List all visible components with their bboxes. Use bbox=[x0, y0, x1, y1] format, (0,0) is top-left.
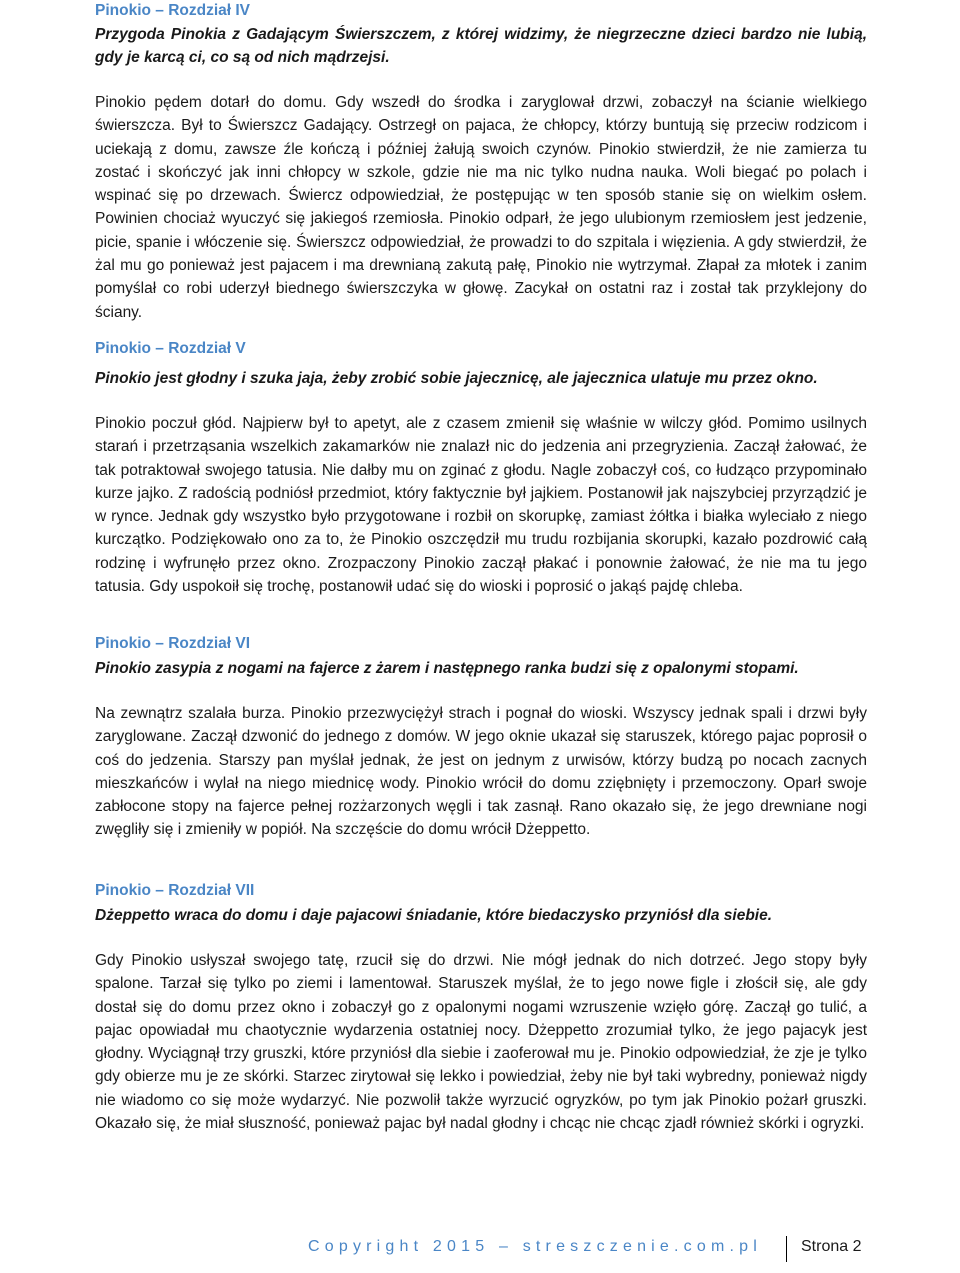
chapter-heading: Pinokio – Rozdział VI bbox=[95, 635, 251, 652]
chapter-subtitle: Dżeppetto wraca do domu i daje pajacowi śniadanie, które biedaczysko przyniósł dla siebie. bbox=[95, 907, 773, 924]
footer-copyright: Copyright 2015 – streszczenie.com.pl bbox=[308, 1238, 762, 1255]
chapter-body: Pinokio pędem dotarł do domu. Gdy wszedł do środka i zaryglował drzwi, zobaczył na ścianie wielkiego świerszcza. Był to Świerszcz Gadający. Ostrzegł on pajaca, że chłopcy, którzy buntują się przeciw rodzicom i uciekają z domu, zawsze źle kończą i później żałują swoich czynów. Pinokio stwierdził, że nie zamierza tu zostać i skończyć jak inni chłopcy w szkole, gdzie nie ma nic tylko nudna nauka. Woli biegać po polach i wspinać się po drzewach. Świercz odpowiedział, że postępując w ten sposób stanie się on wielkim osłem. Powinien chociaż wyuczyć się jakiegoś rzemiosła. Pinokio odparł, że jego ulubionym rzemiosłem jest jedzenie, picie, spanie i włóczenie się. Świerszcz odpowiedział, że prowadzi to do szpitala i więzienia. A gdy stwierdził, że żal mu go ponieważ jest pajacem i ma drewnianą zakutą pałę, Pinokio nie wytrzymał. Złapał za młotek i zanim pomyślał co robi uderzył biednego świerszczyka w głowę. Zacykał on ostatni raz i został tak przyklejony do ściany. bbox=[95, 94, 867, 321]
chapter-vii bbox=[95, 880, 867, 1135]
chapter-v bbox=[95, 338, 867, 598]
chapter-body: Na zewnątrz szalała burza. Pinokio przezwyciężył strach i pognał do wioski. Wszyscy jednak spali i drzwi były zaryglowane. Zaczął dzwonić do jednego z domów. W jego oknie ukazał się staruszek, którego pajac poprosił o coś do jedzenia. Starszy pan myślał jednak, że jest on jednym z urwisów, którzy budzą po nocach zacnych mieszkańców i wylał na niego miednicę wody. Pinokio wrócił do domu zziębnięty i przemoczony. Oparł swoje zabłocone stopy na fajerce pełnej rozżarzonych węgli i tak zasnął. Rano okazało się, że jego drewniane nogi zwęgliły się i zmieniły w popiół. Na szczęście do domu wrócił Dżeppetto. bbox=[95, 705, 867, 839]
chapter-heading: Pinokio – Rozdział V bbox=[95, 340, 246, 357]
footer-divider bbox=[786, 1236, 787, 1262]
chapter-subtitle: Pinokio jest głodny i szuka jaja, żeby zrobić sobie jajecznicę, ale jajecznica ulatuje mu przez okno. bbox=[95, 370, 818, 387]
chapter-body: Pinokio poczuł głód. Najpierw był to apetyt, ale z czasem zmienił się właśnie w wilczy głód. Pomimo usilnych starań i przetrząsania wszelkich zakamarków nie znalazł nic do jedzenia ani przegryzienia. Zaczął żałować, że tak potraktował swojego tatusia. Nie dałby mu on zginać z głodu. Nagle zobaczył coś, co łudząco przypominało kurze jajko. Z radością podniósł przedmiot, który faktycznie był jajkiem. Postanowił jak najszybciej przyrządzić je w rynce. Jednak gdy wszystko było przygotowane i rozbił on skorupkę, zamiast żółtka i białka wyleciało z niego kurczątko. Podziękowało ono za to, że Pinokio oszczędził mu trudu rozbijania skorupki, kazało pozdrowić całą rodzinę i wyfrunęło przez okno. Zrozpaczony Pinokio zaczął płakać i ponownie żałować, że nie ma tu jego tatusia. Gdy uspokoił się trochę, postanowił udać się do wioski i poprosić o jakąś pajdę chleba. bbox=[95, 415, 867, 596]
chapter-subtitle: Przygoda Pinokia z Gadającym Świerszczem, z której widzimy, że niegrzeczne dzieci bardzo nie lubią, gdy je karcą ci, co są od nich mądrzejsi. bbox=[95, 26, 867, 66]
chapter-iv bbox=[95, 0, 867, 324]
chapter-body: Gdy Pinokio usłyszał swojego tatę, rzucił się do drzwi. Nie mógł jednak do nich dotrzeć. Jego stopy były spalone. Tarzał się tylko po ziemi i lamentował. Staruszek myślał, że to jego nowe figle i złościł się, ale gdy dostał się do domu przez okno i zobaczył go z opalonymi nogami wzruszenie wzięło górę. Zaczął go tulić, a pajac opowiadał mu chaotycznie wydarzenia ostatniej nocy. Dżeppetto zrozumiał tylko, że jego pajacyk jest głodny. Wyciągnął trzy gruszki, które przyniósł dla siebie i zaoferował mu je. Pinokio odpowiedział, że zje je tylko gdy obierze mu je ze skórki. Starzec zirytował się lekko i powiedział, żeby nie był taki wybredny, ponieważ nigdy nie wiadomo co się może wydarzyć. Nie pozwolił także wyrzucić ogryzków, po tym jak Pinokio pożarł gruszki. Okazało się, że miał słuszność, ponieważ pajac był nadal głodny i chcąc nie chcąc zjadł również skórki i ogryzki. bbox=[95, 952, 867, 1133]
page-number: Strona 2 bbox=[801, 1238, 862, 1255]
chapter-heading: Pinokio – Rozdział IV bbox=[95, 2, 251, 19]
page-footer bbox=[0, 1236, 960, 1264]
chapter-subtitle: Pinokio zasypia z nogami na fajerce z żarem i następnego ranka budzi się z opalonymi stopami. bbox=[95, 660, 799, 677]
chapter-vi bbox=[95, 633, 867, 842]
chapter-heading: Pinokio – Rozdział VII bbox=[95, 882, 255, 899]
